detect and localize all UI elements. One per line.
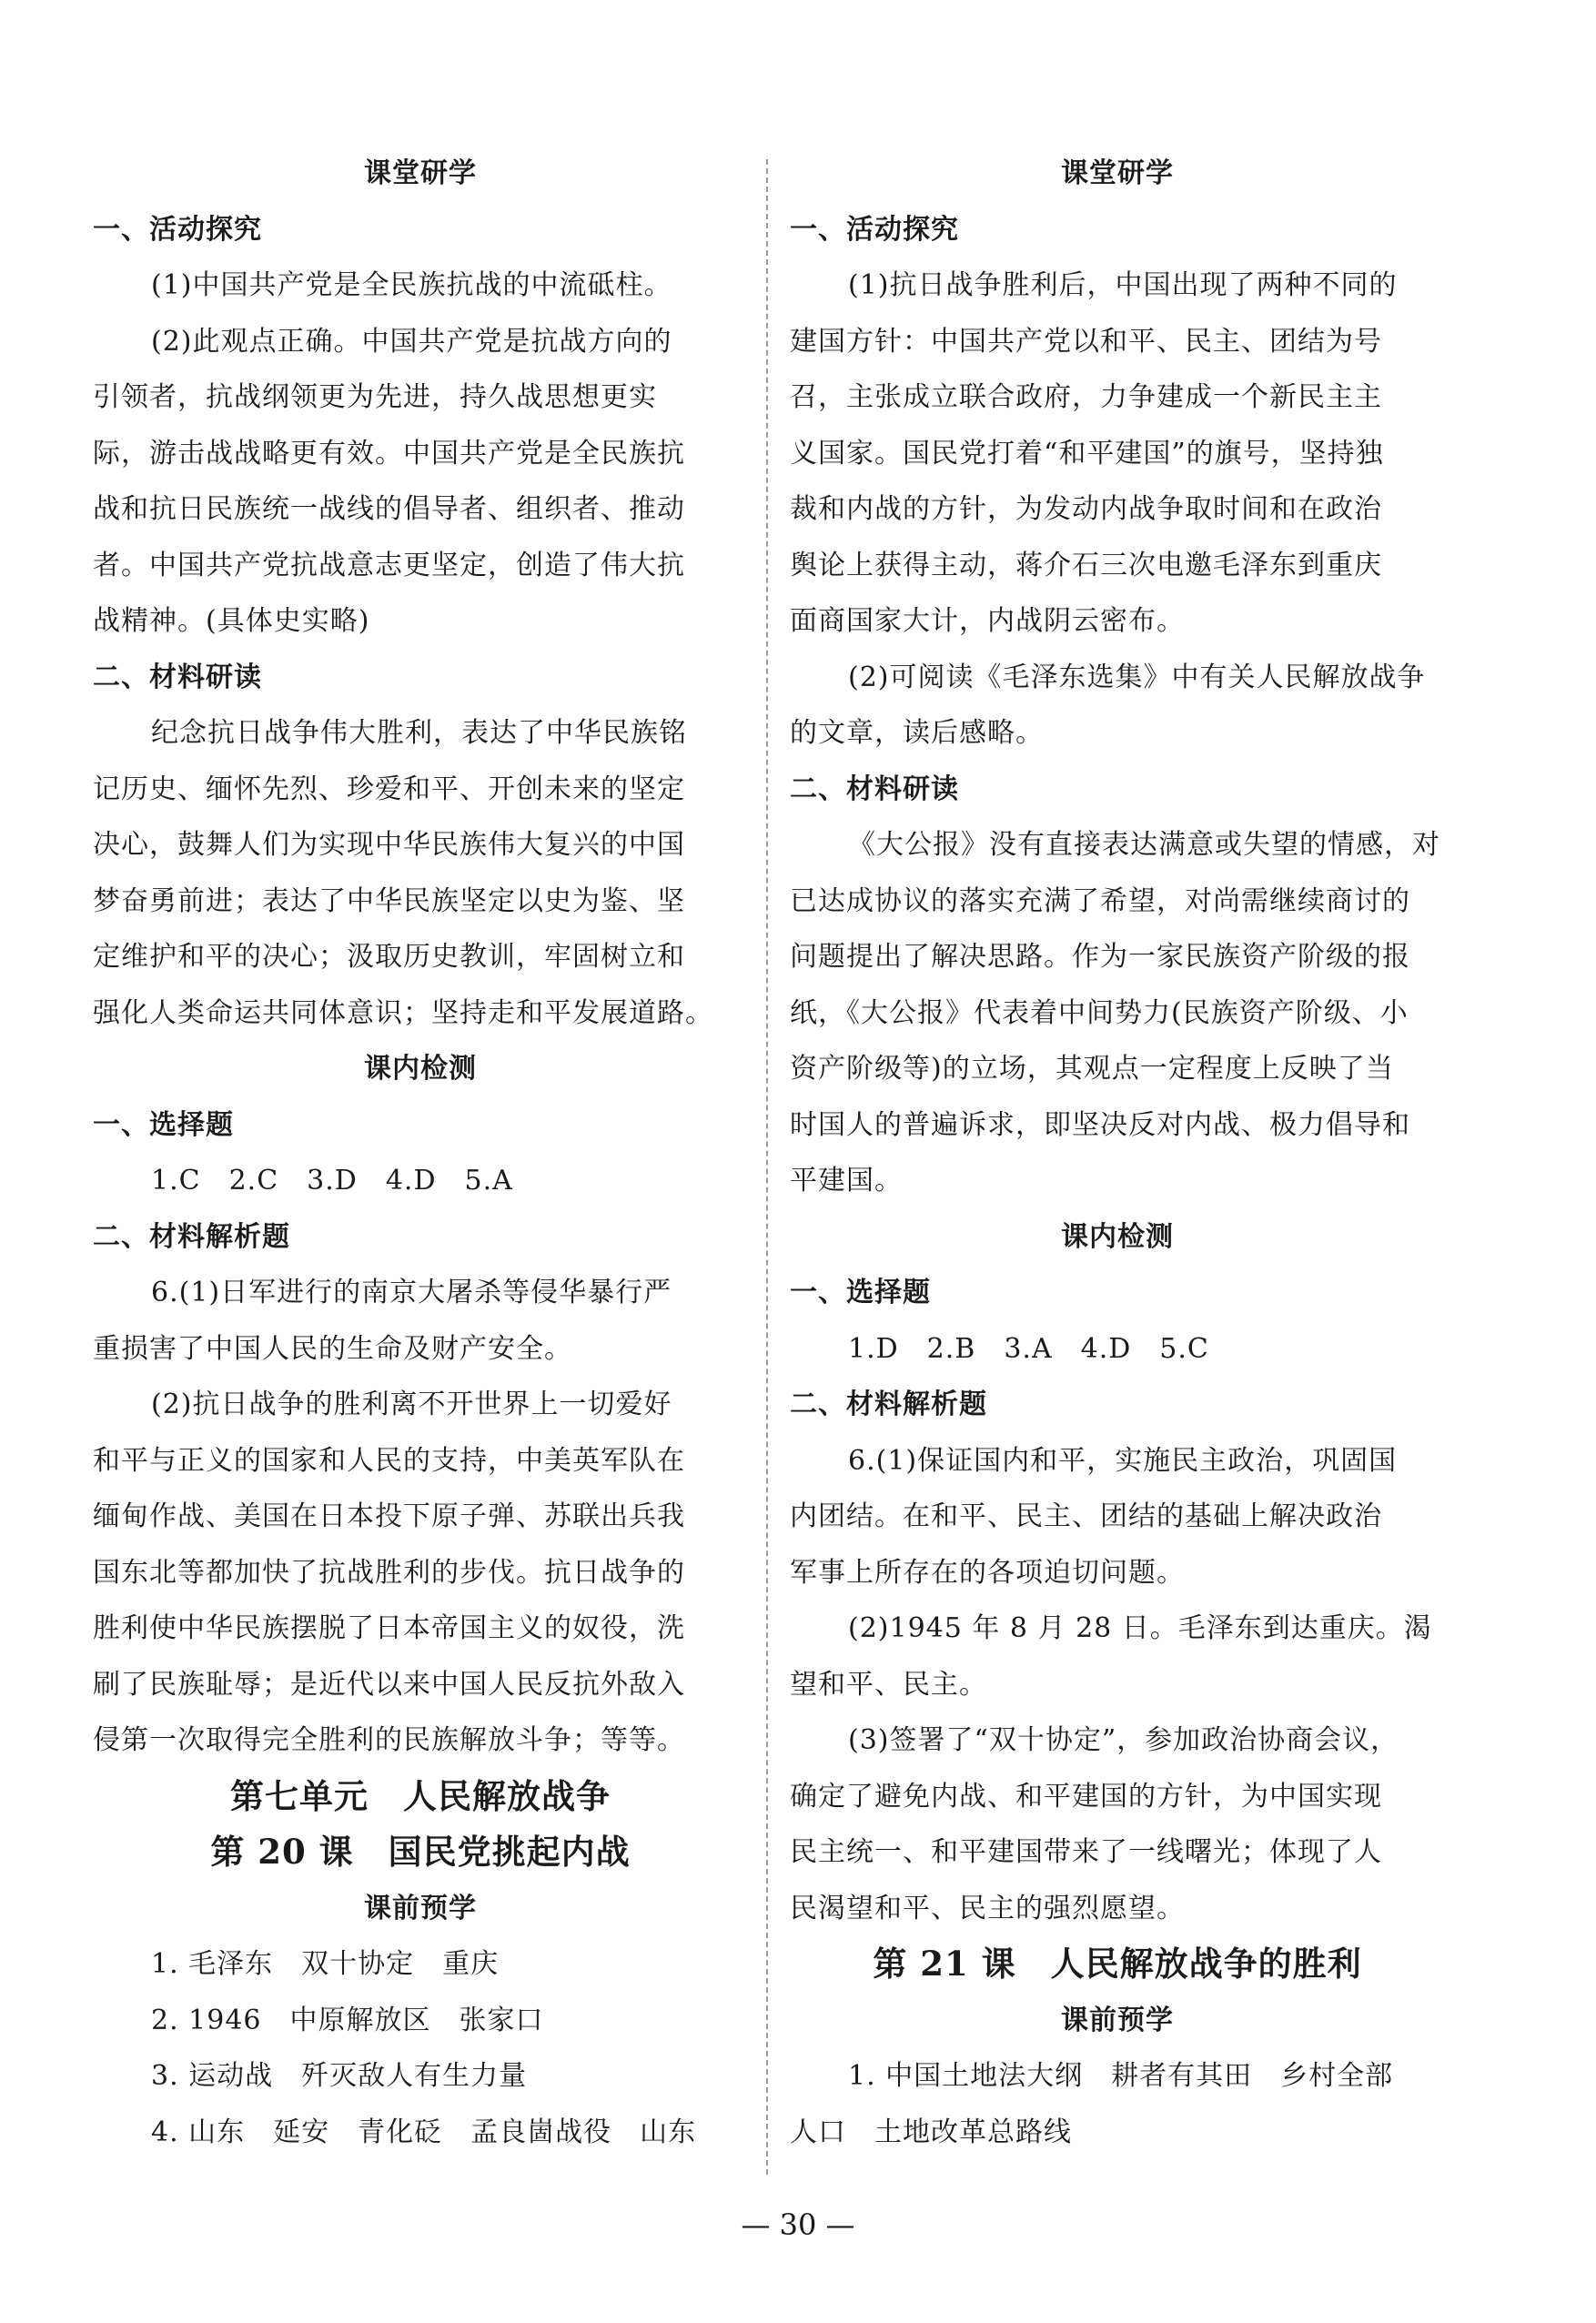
left-column xyxy=(93,146,748,2160)
left-line: 刷了民族耻辱；是近代以来中国人民反抗外敌入 xyxy=(93,1668,685,1701)
right-line: 内团结。在和平、民主、团结的基础上解决政治 xyxy=(790,1500,1382,1532)
left-line: 纪念抗日战争伟大胜利，表达了中华民族铭 xyxy=(151,717,687,749)
left-line: 引领者，抗战纲领更为先进，持久战思想更实 xyxy=(93,381,657,413)
right-line: 召，主张成立联合政府，力争建成一个新民主主 xyxy=(790,381,1382,413)
left-line: 者。中国共产党抗战意志更坚定，创造了伟大抗 xyxy=(93,549,685,581)
right-line: 二、材料研读 xyxy=(790,773,959,805)
right-line: 6.(1)保证国内和平，实施民主政治，巩固国 xyxy=(848,1444,1398,1477)
right-line: 舆论上获得主动，蒋介石三次电邀毛泽东到重庆 xyxy=(790,549,1382,581)
left-line: 6.(1)日军进行的南京大屠杀等侵华暴行严 xyxy=(151,1277,672,1308)
right-line: 确定了避免内战、和平建国的方针，为中国实现 xyxy=(790,1780,1382,1813)
right-line: 裁和内战的方针，为发动内战争取时间和在政治 xyxy=(790,493,1382,525)
left-line: (1)中国共产党是全民族抗战的中流砥柱。 xyxy=(151,269,672,301)
page-number: — 30 — xyxy=(741,2207,855,2242)
left-line: 第 20 课 国民党挑起内战 xyxy=(210,1832,631,1872)
left-line: 决心，鼓舞人们为实现中华民族伟大复兴的中国 xyxy=(93,829,685,861)
right-line: 一、选择题 xyxy=(790,1277,931,1308)
right-line: (3)签署了“双十协定”，参加政治协商会议， xyxy=(848,1724,1399,1756)
left-line: 重损害了中国人民的生命及财产安全。 xyxy=(93,1332,572,1365)
left-line: 1.C 2.C 3.D 4.D 5.A xyxy=(151,1165,513,1197)
left-line: 1. 毛泽东 双十协定 重庆 xyxy=(151,1948,500,1980)
left-line: 2. 1946 中原解放区 张家口 xyxy=(151,2004,544,2036)
left-line: 际，游击战战略更有效。中国共产党是全民族抗 xyxy=(93,437,685,470)
right-line: 1. 中国土地法大纲 耕者有其田 乡村全部 xyxy=(848,2060,1394,2092)
right-column xyxy=(790,146,1445,2160)
right-line: 问题提出了解决思路。作为一家民族资产阶级的报 xyxy=(790,941,1410,973)
right-line: 课前预学 xyxy=(1061,2004,1174,2036)
left-line: 强化人类命运共同体意识；坚持走和平发展道路。 xyxy=(93,996,713,1029)
left-line: (2)抗日战争的胜利离不开世界上一切爱好 xyxy=(151,1389,672,1420)
left-line: 第七单元 人民解放战争 xyxy=(230,1775,611,1816)
left-line: 4. 山东 延安 青化砭 孟良崮战役 山东 xyxy=(151,2116,697,2148)
left-line: 课堂研学 xyxy=(364,157,477,189)
left-line: 记历史、缅怀先烈、珍爱和平、开创未来的坚定 xyxy=(93,773,685,805)
right-line: 二、材料解析题 xyxy=(790,1389,987,1420)
left-line: 战精神。(具体史实略) xyxy=(93,605,370,637)
right-line: 望和平、民主。 xyxy=(790,1668,987,1701)
column-divider xyxy=(766,159,768,2175)
right-line: 已达成协议的落实充满了希望，对尚需继续商讨的 xyxy=(790,884,1410,917)
left-line: 二、材料研读 xyxy=(93,661,262,693)
left-line: 侵第一次取得完全胜利的民族解放斗争；等等。 xyxy=(93,1724,685,1756)
right-line: (2)可阅读《毛泽东选集》中有关人民解放战争 xyxy=(848,661,1426,693)
right-line: 《大公报》没有直接表达满意或失望的情感，对 xyxy=(848,829,1440,861)
left-line: 梦奋勇前进；表达了中华民族坚定以史为鉴、坚 xyxy=(93,884,685,917)
right-line: 义国家。国民党打着“和平建国”的旗号，坚持独 xyxy=(790,437,1384,470)
left-line: 胜利使中华民族摆脱了日本帝国主义的奴役，洗 xyxy=(93,1612,685,1644)
left-line: 课前预学 xyxy=(364,1892,477,1924)
right-line: 的文章，读后感略。 xyxy=(790,717,1044,749)
right-line: 资产阶级等)的立场，其观点一定程度上反映了当 xyxy=(790,1053,1394,1085)
right-line: 课内检测 xyxy=(1061,1220,1174,1253)
left-line: 3. 运动战 歼灭敌人有生力量 xyxy=(151,2060,528,2092)
left-line: 课内检测 xyxy=(364,1053,477,1085)
right-line: 军事上所存在的各项迫切问题。 xyxy=(790,1556,1185,1589)
right-line: (1)抗日战争胜利后，中国出现了两种不同的 xyxy=(848,269,1398,301)
left-line: 国东北等都加快了抗战胜利的步伐。抗日战争的 xyxy=(93,1556,685,1589)
left-line: 缅甸作战、美国在日本投下原子弹、苏联出兵我 xyxy=(93,1500,685,1532)
left-line: 定维护和平的决心；汲取历史教训，牢固树立和 xyxy=(93,941,685,973)
right-line: (2)1945 年 8 月 28 日。毛泽东到达重庆。渴 xyxy=(848,1612,1432,1644)
left-line: (2)此观点正确。中国共产党是抗战方向的 xyxy=(151,325,672,358)
right-line: 1.D 2.B 3.A 4.D 5.C xyxy=(848,1332,1209,1365)
left-line: 二、材料解析题 xyxy=(93,1220,290,1253)
right-line: 课堂研学 xyxy=(1061,157,1174,189)
right-line: 纸，《大公报》代表着中间势力(民族资产阶级、小 xyxy=(790,996,1409,1029)
left-line: 一、选择题 xyxy=(93,1108,234,1141)
right-line: 人口 土地改革总路线 xyxy=(790,2116,1072,2148)
right-line: 平建国。 xyxy=(790,1165,903,1197)
left-line: 一、活动探究 xyxy=(93,213,262,246)
right-line: 民主统一、和平建国带来了一线曙光；体现了人 xyxy=(790,1836,1382,1868)
left-line: 和平与正义的国家和人民的支持，中美英军队在 xyxy=(93,1444,685,1477)
right-line: 面商国家大计，内战阴云密布。 xyxy=(790,605,1185,637)
left-line: 战和抗日民族统一战线的倡导者、组织者、推动 xyxy=(93,493,685,525)
right-line: 第 21 课 人民解放战争的胜利 xyxy=(873,1944,1362,1984)
right-line: 民渴望和平、民主的强烈愿望。 xyxy=(790,1892,1185,1924)
right-line: 建国方针：中国共产党以和平、民主、团结为号 xyxy=(790,325,1382,358)
right-line: 时国人的普遍诉求，即坚决反对内战、极力倡导和 xyxy=(790,1108,1410,1141)
right-line: 一、活动探究 xyxy=(790,213,959,246)
